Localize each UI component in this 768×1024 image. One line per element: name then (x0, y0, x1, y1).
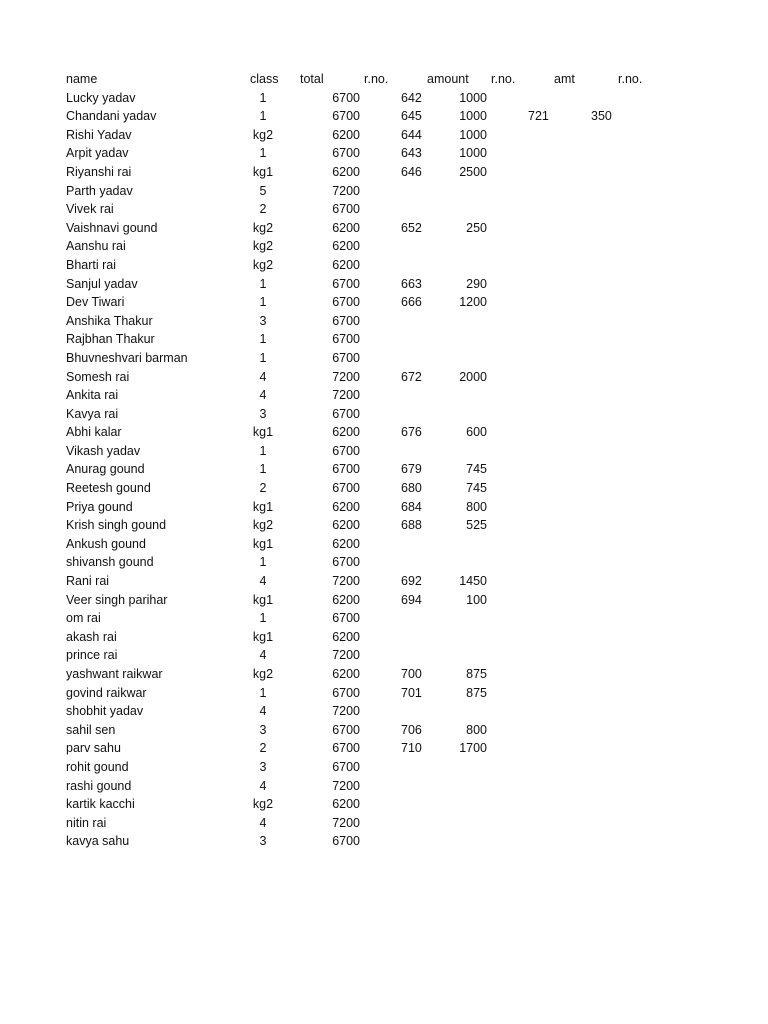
table-row (0, 758, 768, 777)
student-class: 3 (259, 834, 267, 849)
receipt-no-1: 672 (401, 369, 422, 384)
student-name: Vaishnavi gound (66, 220, 158, 235)
amount-1: 745 (466, 481, 487, 496)
table-row (0, 275, 768, 294)
total-fee: 6200 (332, 518, 360, 533)
total-fee: 6700 (332, 481, 360, 496)
total-fee: 6700 (332, 462, 360, 477)
amount-1: 800 (466, 499, 487, 514)
student-name: Somesh rai (66, 369, 130, 384)
total-fee: 6700 (332, 722, 360, 737)
total-fee: 6200 (332, 425, 360, 440)
amount-1: 250 (466, 220, 487, 235)
receipt-no-1: 701 (401, 685, 422, 700)
student-class: 1 (259, 443, 267, 458)
student-class: 4 (259, 815, 267, 830)
receipt-no-1: 652 (401, 220, 422, 235)
student-class: kg1 (252, 425, 274, 440)
total-fee: 6200 (332, 629, 360, 644)
student-class: kg2 (252, 667, 274, 681)
amount-1: 800 (466, 722, 487, 737)
student-name: Anshika Thakur (66, 313, 153, 328)
student-class: kg2 (252, 127, 274, 142)
table-row (0, 423, 768, 442)
student-name: shivansh gound (66, 555, 154, 570)
table-row (0, 200, 768, 219)
table-row (0, 479, 768, 498)
student-class: 3 (259, 406, 267, 421)
total-fee: 6700 (332, 202, 360, 217)
table-row (0, 330, 768, 349)
student-class: 2 (259, 741, 267, 756)
total-fee: 6700 (332, 295, 360, 310)
amount-1: 600 (466, 425, 487, 440)
student-class: kg1 (252, 629, 274, 644)
amount-1: 1000 (459, 109, 487, 124)
student-class: 1 (259, 685, 267, 700)
table-row (0, 684, 768, 703)
student-class: kg2 (252, 239, 274, 254)
receipt-no-1: 679 (401, 462, 422, 477)
total-fee: 6700 (332, 759, 360, 774)
student-name: kartik kacchi (66, 797, 135, 812)
total-fee: 7200 (332, 574, 360, 589)
total-fee: 7200 (332, 778, 360, 793)
student-name: Priya gound (66, 499, 133, 514)
student-name: Parth yadav (66, 183, 133, 198)
student-name: prince rai (66, 648, 118, 663)
table-row (0, 349, 768, 368)
total-fee: 6200 (332, 667, 360, 681)
table-row (0, 739, 768, 758)
table-row (0, 386, 768, 405)
student-name: Bhuvneshvari barman (66, 350, 188, 365)
student-name: Ankush gound (66, 536, 146, 551)
student-name: Anurag gound (66, 462, 145, 477)
header-amt: amt (554, 72, 575, 86)
student-class: 1 (259, 350, 267, 365)
amount-1: 1450 (459, 574, 487, 589)
total-fee: 6200 (332, 220, 360, 235)
header-class: class (250, 72, 279, 86)
receipt-no-1: 706 (401, 722, 422, 737)
receipt-no-1: 646 (401, 164, 422, 179)
table-row (0, 665, 768, 684)
student-name: yashwant raikwar (66, 667, 163, 681)
amount-1: 100 (466, 592, 487, 607)
receipt-no-2: 721 (528, 109, 549, 124)
student-class: 1 (259, 332, 267, 347)
student-class: 1 (259, 295, 267, 310)
total-fee: 6700 (332, 443, 360, 458)
receipt-no-1: 644 (401, 127, 422, 142)
total-fee: 6200 (332, 164, 360, 179)
table-body (0, 89, 768, 851)
receipt-no-1: 663 (401, 276, 422, 291)
student-name: Dev Tiwari (66, 295, 125, 310)
student-class: 3 (259, 759, 267, 774)
total-fee: 6700 (332, 276, 360, 291)
total-fee: 6200 (332, 536, 360, 551)
header-receipt-no-1: r.no. (364, 72, 389, 86)
student-name: shobhit yadav (66, 704, 144, 719)
amount-1: 1000 (459, 127, 487, 142)
amount-1: 875 (466, 685, 487, 700)
table-row (0, 702, 768, 721)
total-fee: 6700 (332, 611, 360, 626)
header-row (0, 70, 768, 89)
student-name: akash rai (66, 629, 117, 644)
table-row (0, 237, 768, 256)
student-class: 3 (259, 722, 267, 737)
total-fee: 6200 (332, 592, 360, 607)
student-class: kg1 (252, 592, 274, 607)
student-class: 4 (259, 388, 267, 403)
total-fee: 7200 (332, 388, 360, 403)
table-row (0, 646, 768, 665)
table-row (0, 312, 768, 331)
student-name: Kavya rai (66, 406, 119, 421)
amount-1: 1200 (459, 295, 487, 310)
table-row (0, 107, 768, 126)
receipt-no-1: 710 (401, 741, 422, 756)
receipt-no-1: 676 (401, 425, 422, 440)
amount-1: 2500 (459, 164, 487, 179)
student-class: kg2 (252, 518, 274, 533)
table-row (0, 777, 768, 796)
student-class: 4 (259, 648, 267, 663)
total-fee: 6200 (332, 797, 360, 812)
student-class: 2 (259, 202, 267, 217)
table-row (0, 721, 768, 740)
table-row (0, 498, 768, 517)
table-row (0, 535, 768, 554)
amount-1: 525 (466, 518, 487, 533)
student-class: 1 (259, 555, 267, 570)
table-row (0, 628, 768, 647)
table-row (0, 795, 768, 814)
receipt-no-1: 666 (401, 295, 422, 310)
student-class: 1 (259, 611, 267, 626)
student-name: Krish singh gound (66, 518, 167, 533)
table-row (0, 368, 768, 387)
amount-1: 745 (466, 462, 487, 477)
student-class: kg1 (252, 499, 274, 514)
table-row (0, 553, 768, 572)
student-class: 1 (259, 462, 267, 477)
student-name: Abhi kalar (66, 425, 122, 440)
student-name: Vikash yadav (66, 443, 141, 458)
total-fee: 6700 (332, 109, 360, 124)
amount-1: 1000 (459, 90, 487, 105)
student-class: 3 (259, 313, 267, 328)
student-name: Vivek rai (66, 202, 114, 217)
total-fee: 6200 (332, 499, 360, 514)
table-row (0, 293, 768, 312)
total-fee: 6700 (332, 685, 360, 700)
student-name: kavya sahu (66, 834, 130, 849)
amount-1: 1000 (459, 146, 487, 161)
student-name: Bharti rai (66, 257, 117, 272)
total-fee: 7200 (332, 369, 360, 384)
student-name: parv sahu (66, 741, 121, 756)
table-row (0, 814, 768, 833)
amount-1: 875 (466, 667, 487, 681)
amount-2: 350 (591, 109, 612, 124)
student-class: kg1 (252, 536, 274, 551)
total-fee: 6200 (332, 239, 360, 254)
total-fee: 6200 (332, 127, 360, 142)
student-name: sahil sen (66, 722, 116, 737)
student-class: kg2 (252, 220, 274, 235)
total-fee: 7200 (332, 183, 360, 198)
student-name: Ankita rai (66, 388, 119, 403)
amount-1: 290 (466, 276, 487, 291)
student-class: 1 (259, 276, 267, 291)
student-class: 4 (259, 574, 267, 589)
total-fee: 7200 (332, 648, 360, 663)
total-fee: 6700 (332, 90, 360, 105)
table-row (0, 516, 768, 535)
table-row (0, 591, 768, 610)
table-row (0, 609, 768, 628)
student-name: Veer singh parihar (66, 592, 168, 607)
total-fee: 6700 (332, 834, 360, 849)
total-fee: 6700 (332, 146, 360, 161)
receipt-no-1: 688 (401, 518, 422, 533)
student-name: Lucky yadav (66, 90, 136, 105)
student-name: Rani rai (66, 574, 110, 589)
receipt-no-1: 642 (401, 90, 422, 105)
student-name: Rishi Yadav (66, 127, 132, 142)
student-class: 1 (259, 109, 267, 124)
student-name: govind raikwar (66, 685, 147, 700)
header-amount: amount (427, 72, 469, 86)
table-row (0, 832, 768, 851)
table-row (0, 405, 768, 424)
student-class: 4 (259, 778, 267, 793)
total-fee: 6700 (332, 350, 360, 365)
student-class: kg2 (252, 797, 274, 812)
student-class: kg1 (252, 164, 274, 179)
student-name: Riyanshi rai (66, 164, 132, 179)
student-name: Aanshu rai (66, 239, 126, 254)
student-name: Arpit yadav (66, 146, 129, 161)
total-fee: 6200 (332, 257, 360, 272)
fee-sheet (0, 70, 768, 851)
table-row (0, 182, 768, 201)
total-fee: 6700 (332, 332, 360, 347)
student-name: Sanjul yadav (66, 276, 138, 291)
table-row (0, 572, 768, 591)
table-row (0, 163, 768, 182)
student-name: Rajbhan Thakur (66, 332, 155, 347)
total-fee: 7200 (332, 815, 360, 830)
total-fee: 6700 (332, 406, 360, 421)
table-row (0, 144, 768, 163)
amount-1: 2000 (459, 369, 487, 384)
receipt-no-1: 643 (401, 146, 422, 161)
student-name: om rai (66, 611, 101, 626)
student-class: 2 (259, 481, 267, 496)
total-fee: 7200 (332, 704, 360, 719)
student-class: 5 (259, 183, 267, 198)
header-name: name (66, 72, 98, 86)
receipt-no-1: 680 (401, 481, 422, 496)
student-name: Chandani yadav (66, 109, 157, 124)
student-class: kg2 (252, 257, 274, 272)
student-name: Reetesh gound (66, 481, 151, 496)
student-class: 1 (259, 90, 267, 105)
table-row (0, 256, 768, 275)
student-class: 1 (259, 146, 267, 161)
receipt-no-1: 700 (401, 667, 422, 681)
student-class: 4 (259, 369, 267, 384)
header-receipt-no-2: r.no. (491, 72, 516, 86)
table-row (0, 126, 768, 145)
table-row (0, 442, 768, 461)
table-row (0, 219, 768, 238)
table-row (0, 89, 768, 108)
student-name: rohit gound (66, 759, 129, 774)
amount-1: 1700 (459, 741, 487, 756)
total-fee: 6700 (332, 741, 360, 756)
receipt-no-1: 692 (401, 574, 422, 589)
student-name: rashi gound (66, 778, 132, 793)
receipt-no-1: 684 (401, 499, 422, 514)
receipt-no-1: 694 (401, 592, 422, 607)
student-class: 4 (259, 704, 267, 719)
total-fee: 6700 (332, 555, 360, 570)
header-receipt-no-3: r.no. (618, 72, 643, 86)
table-row (0, 460, 768, 479)
receipt-no-1: 645 (401, 109, 422, 124)
total-fee: 6700 (332, 313, 360, 328)
student-name: nitin rai (66, 815, 107, 830)
header-total: total (300, 72, 324, 86)
